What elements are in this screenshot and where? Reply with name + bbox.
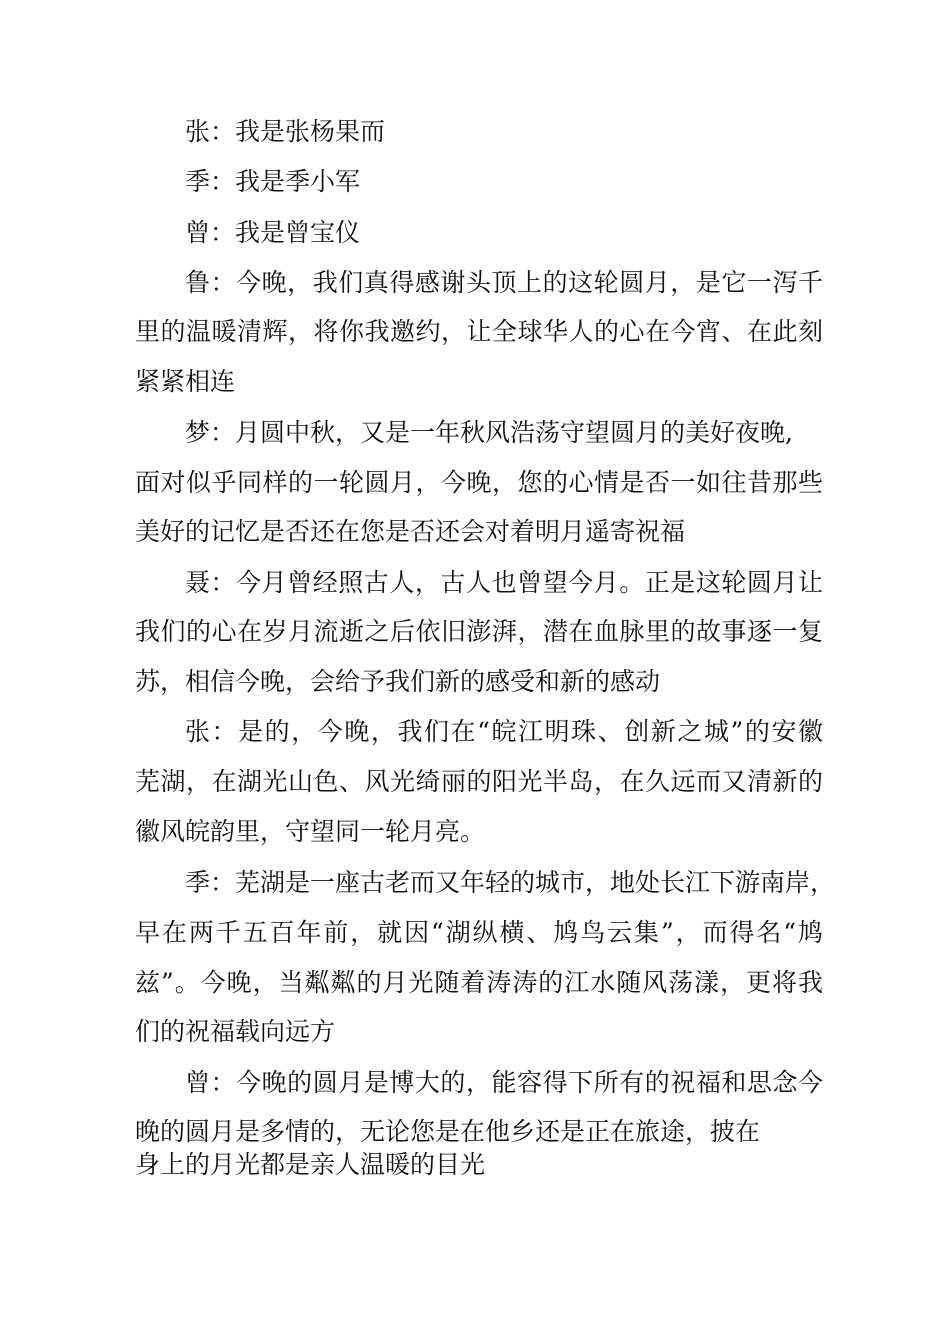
paragraph-nie-line-1: 聂：今月曾经照古人，古人也曾望今月。正是这轮圆月让 — [185, 568, 823, 597]
paragraph-nie-line-2: 我们的心在岁月流逝之后依旧澎湃，潜在血脉里的故事逐一复 — [135, 617, 823, 646]
paragraph-zeng-line-2: 晚的圆月是多情的，无论您是在他乡还是正在旅途，披在 — [135, 1117, 761, 1146]
paragraph-ji-line-1: 季：芜湖是一座古老而又年轻的城市，地处长江下游南岸， — [185, 868, 836, 897]
dialogue-line-ji-intro: 季：我是季小军 — [185, 167, 361, 196]
paragraph-meng-line-2: 面对似乎同样的一轮圆月，今晚，您的心情是否一如往昔那些 — [135, 468, 823, 497]
paragraph-ji-line-4: 们的祝福载向远方 — [135, 1017, 336, 1046]
paragraph-lu-line-3: 紧紧相连 — [135, 367, 236, 396]
paragraph-meng-line-1: 梦：月圆中秋，又是一年秋风浩荡守望圆月的美好夜晚, — [185, 418, 793, 447]
paragraph-zhang-line-3: 徽风皖韵里，守望同一轮月亮。 — [135, 817, 486, 846]
paragraph-lu-line-2: 里的温暖清辉，将你我邀约，让全球华人的心在今宵、在此刻 — [135, 317, 823, 346]
paragraph-zeng-line-1: 曾：今晚的圆月是博大的，能容得下所有的祝福和思念今 — [185, 1068, 823, 1097]
paragraph-meng-line-3: 美好的记忆是否还在您是否还会对着明月遥寄祝福 — [135, 517, 686, 546]
paragraph-ji-line-2: 早在两千五百年前，就因“湖纵横、鸠鸟云集”，而得名“鸠 — [135, 918, 823, 947]
dialogue-line-zhang-intro: 张：我是张杨果而 — [185, 117, 386, 146]
paragraph-nie-line-3: 苏，相信今晚，会给予我们新的感受和新的感动 — [135, 667, 661, 696]
paragraph-zhang-line-1: 张：是的，今晚，我们在“皖江明珠、创新之城”的安徽 — [185, 717, 823, 746]
paragraph-ji-line-3: 兹”。今晚，当粼粼的月光随着涛涛的江水随风荡漾，更将我 — [135, 968, 823, 997]
dialogue-line-zeng-intro: 曾：我是曾宝仪 — [185, 218, 361, 247]
paragraph-zhang-line-2: 芜湖，在湖光山色、风光绮丽的阳光半岛，在久远而又清新的 — [135, 767, 823, 796]
paragraph-zeng-line-3: 身上的月光都是亲人温暖的目光 — [135, 1150, 486, 1179]
paragraph-lu-line-1: 鲁：今晚，我们真得感谢头顶上的这轮圆月，是它一泻千 — [185, 268, 823, 297]
